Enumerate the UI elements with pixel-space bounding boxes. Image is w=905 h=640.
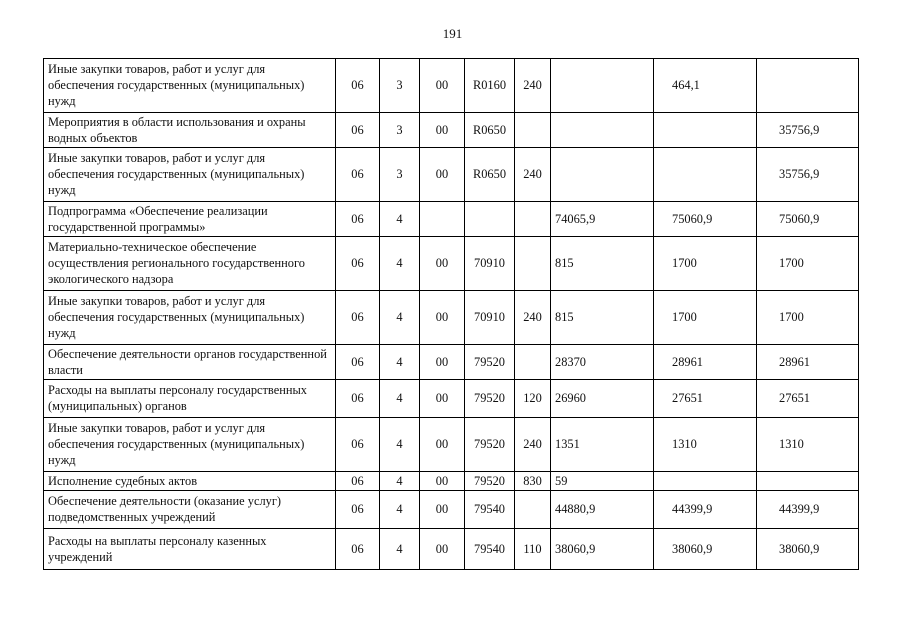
- amount-2: 28961: [654, 345, 757, 380]
- page-number: 191: [442, 26, 463, 41]
- section-code: 06: [336, 418, 380, 472]
- target-code: 79520: [465, 418, 515, 472]
- table-row: [44, 113, 859, 148]
- row-name: Иные закупки товаров, работ и услуг для обеспечения государственных (муниципальных) нужд: [44, 59, 336, 113]
- amount-3: [757, 472, 859, 491]
- section-code: 06: [336, 202, 380, 237]
- amount-1: 28370: [551, 345, 654, 380]
- row-name: Мероприятия в области использования и охраны водных объектов: [44, 113, 336, 148]
- amount-1: 59: [551, 472, 654, 491]
- amount-1: 815: [551, 237, 654, 291]
- expense-type-code: [515, 491, 551, 529]
- program-code: 00: [420, 113, 465, 148]
- amount-2: 44399,9: [654, 491, 757, 529]
- expense-type-code: [515, 237, 551, 291]
- amount-2: 464,1: [654, 59, 757, 113]
- target-code: R0650: [465, 113, 515, 148]
- row-name: Иные закупки товаров, работ и услуг для обеспечения государственных (муниципальных) нужд: [44, 291, 336, 345]
- section-code: 06: [336, 472, 380, 491]
- table-row: [44, 202, 859, 237]
- amount-2: 1700: [654, 291, 757, 345]
- section-code: 06: [336, 59, 380, 113]
- subsection-code: 4: [380, 291, 420, 345]
- table-row: [44, 472, 859, 491]
- amount-2: [654, 148, 757, 202]
- expense-type-code: 120: [515, 380, 551, 418]
- target-code: 79520: [465, 380, 515, 418]
- subsection-code: 4: [380, 472, 420, 491]
- amount-3: [757, 59, 859, 113]
- amount-1: 38060,9: [551, 529, 654, 570]
- target-code: 79540: [465, 529, 515, 570]
- amount-2: 1310: [654, 418, 757, 472]
- row-name: Материально-техническое обеспечение осуществления регионального государственного экологического надзора: [44, 237, 336, 291]
- amount-3: 38060,9: [757, 529, 859, 570]
- table-row: [44, 291, 859, 345]
- expense-type-code: 240: [515, 148, 551, 202]
- amount-3: 35756,9: [757, 113, 859, 148]
- amount-2: [654, 472, 757, 491]
- section-code: 06: [336, 113, 380, 148]
- program-code: 00: [420, 237, 465, 291]
- amount-3: 1700: [757, 291, 859, 345]
- subsection-code: 4: [380, 418, 420, 472]
- row-name: Исполнение судебных актов: [44, 472, 336, 491]
- expense-type-code: 240: [515, 291, 551, 345]
- expense-type-code: 240: [515, 59, 551, 113]
- amount-3: 27651: [757, 380, 859, 418]
- budget-table: [43, 58, 859, 570]
- subsection-code: 4: [380, 345, 420, 380]
- section-code: 06: [336, 148, 380, 202]
- program-code: 00: [420, 529, 465, 570]
- subsection-code: 4: [380, 237, 420, 291]
- table-row: [44, 345, 859, 380]
- target-code: R0160: [465, 59, 515, 113]
- target-code: [465, 202, 515, 237]
- expense-type-code: 830: [515, 472, 551, 491]
- target-code: 79540: [465, 491, 515, 529]
- section-code: 06: [336, 529, 380, 570]
- target-code: R0650: [465, 148, 515, 202]
- amount-2: [654, 113, 757, 148]
- subsection-code: 4: [380, 529, 420, 570]
- section-code: 06: [336, 237, 380, 291]
- table-row: [44, 529, 859, 570]
- program-code: 00: [420, 291, 465, 345]
- amount-3: 1310: [757, 418, 859, 472]
- expense-type-code: [515, 345, 551, 380]
- program-code: 00: [420, 472, 465, 491]
- target-code: 70910: [465, 291, 515, 345]
- amount-2: 38060,9: [654, 529, 757, 570]
- amount-1: 1351: [551, 418, 654, 472]
- row-name: Иные закупки товаров, работ и услуг для обеспечения государственных (муниципальных) нужд: [44, 148, 336, 202]
- program-code: 00: [420, 491, 465, 529]
- subsection-code: 4: [380, 380, 420, 418]
- program-code: 00: [420, 345, 465, 380]
- expense-type-code: [515, 202, 551, 237]
- expense-type-code: [515, 113, 551, 148]
- target-code: 79520: [465, 472, 515, 491]
- amount-1: 815: [551, 291, 654, 345]
- amount-1: 44880,9: [551, 491, 654, 529]
- row-name: Подпрограмма «Обеспечение реализации государственной программы»: [44, 202, 336, 237]
- program-code: 00: [420, 418, 465, 472]
- subsection-code: 3: [380, 59, 420, 113]
- row-name: Обеспечение деятельности органов государственной власти: [44, 345, 336, 380]
- amount-1: [551, 148, 654, 202]
- row-name: Иные закупки товаров, работ и услуг для обеспечения государственных (муниципальных) нужд: [44, 418, 336, 472]
- target-code: 79520: [465, 345, 515, 380]
- program-code: 00: [420, 380, 465, 418]
- subsection-code: 4: [380, 202, 420, 237]
- section-code: 06: [336, 380, 380, 418]
- table-row: [44, 237, 859, 291]
- table-row: [44, 418, 859, 472]
- row-name: Расходы на выплаты персоналу государственных (муниципальных) органов: [44, 380, 336, 418]
- amount-2: 1700: [654, 237, 757, 291]
- amount-1: [551, 113, 654, 148]
- expense-type-code: 110: [515, 529, 551, 570]
- amount-3: 1700: [757, 237, 859, 291]
- subsection-code: 3: [380, 148, 420, 202]
- table-row: [44, 59, 859, 113]
- program-code: 00: [420, 59, 465, 113]
- subsection-code: 3: [380, 113, 420, 148]
- amount-1: 74065,9: [551, 202, 654, 237]
- section-code: 06: [336, 291, 380, 345]
- table-body: [44, 59, 859, 570]
- table-row: [44, 380, 859, 418]
- subsection-code: 4: [380, 491, 420, 529]
- table-row: [44, 148, 859, 202]
- amount-2: 27651: [654, 380, 757, 418]
- amount-3: 44399,9: [757, 491, 859, 529]
- program-code: 00: [420, 148, 465, 202]
- section-code: 06: [336, 491, 380, 529]
- amount-3: 75060,9: [757, 202, 859, 237]
- section-code: 06: [336, 345, 380, 380]
- amount-2: 75060,9: [654, 202, 757, 237]
- amount-1: 26960: [551, 380, 654, 418]
- amount-3: 35756,9: [757, 148, 859, 202]
- program-code: [420, 202, 465, 237]
- expense-type-code: 240: [515, 418, 551, 472]
- amount-1: [551, 59, 654, 113]
- row-name: Обеспечение деятельности (оказание услуг) подведомственных учреждений: [44, 491, 336, 529]
- amount-3: 28961: [757, 345, 859, 380]
- row-name: Расходы на выплаты персоналу казенных учреждений: [44, 529, 336, 570]
- table-row: [44, 491, 859, 529]
- target-code: 70910: [465, 237, 515, 291]
